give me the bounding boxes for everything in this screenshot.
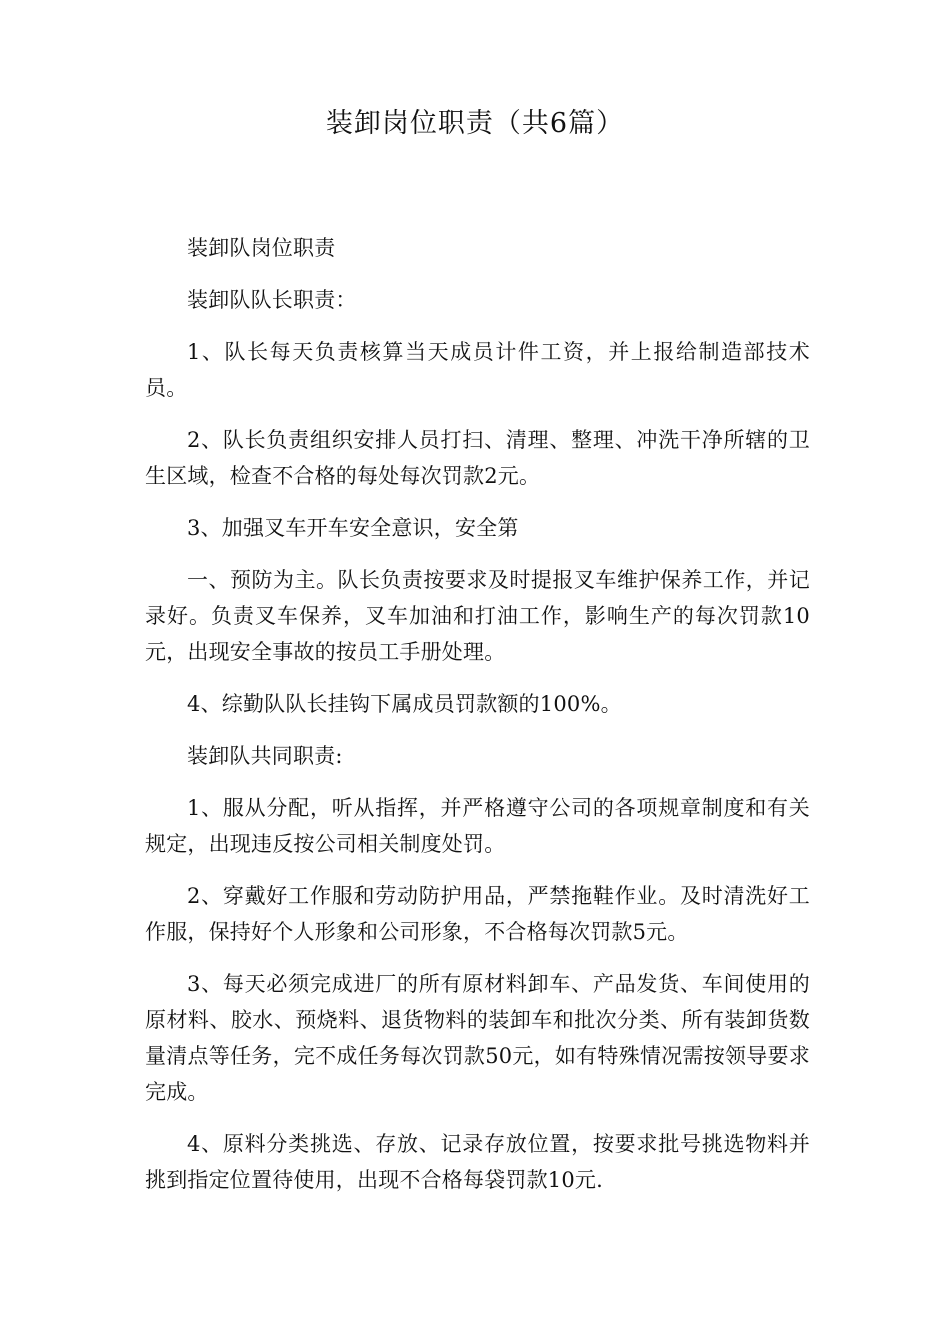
subsection-heading: 装卸队队长职责： [187, 288, 357, 312]
paragraph: 2、穿戴好工作服和劳动防护用品，严禁拖鞋作业。及时清洗好工作服，保持好个人形象和公司形象，不合格每次罚款5元。 [145, 884, 810, 944]
paragraph: 3、加强叉车开车安全意识，安全第 [187, 516, 519, 540]
section-heading: 装卸队岗位职责 [187, 236, 336, 260]
paragraph: 4、原料分类挑选、存放、记录存放位置，按要求批号挑选物料并挑到指定位置待使用，出现不合格每袋罚款10元. [145, 1132, 810, 1192]
paragraph: 一、预防为主。队长负责按要求及时提报叉车维护保养工作，并记录好。负责叉车保养，叉车加油和打油工作，影响生产的每次罚款10元，出现安全事故的按员工手册处理。 [145, 568, 810, 664]
document-title: 装卸岗位职责（共6篇） [325, 108, 625, 139]
paragraph: 3、每天必须完成进厂的所有原材料卸车、产品发货、车间使用的原材料、胶水、预烧料、退货物料的装卸车和批次分类、所有装卸货数量清点等任务，完不成任务每次罚款50元，如有特殊情况需按领导要求完成。 [145, 972, 810, 1104]
subsection-heading: 装卸队共同职责: [187, 744, 343, 768]
paragraph: 1、队长每天负责核算当天成员计件工资，并上报给制造部技术员。 [145, 340, 810, 400]
paragraph: 4、综勤队队长挂钩下属成员罚款额的100%。 [187, 692, 622, 716]
paragraph: 1、服从分配，听从指挥，并严格遵守公司的各项规章制度和有关规定，出现违反按公司相关制度处罚。 [145, 796, 810, 856]
document-body [145, 230, 810, 1214]
paragraph: 2、队长负责组织安排人员打扫、清理、整理、冲洗干净所辖的卫生区域，检查不合格的每处每次罚款2元。 [145, 428, 810, 488]
